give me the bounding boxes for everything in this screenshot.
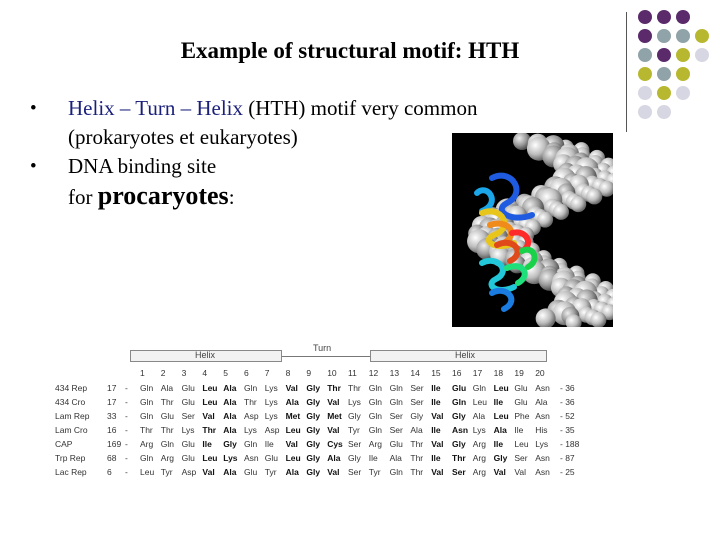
decor-dot [657, 29, 671, 43]
residue: Gln [368, 425, 383, 435]
position-number: 9 [306, 368, 312, 378]
residue: Thr [140, 425, 153, 435]
residue: Glu [264, 453, 279, 463]
residue: Asn [535, 383, 550, 393]
residue: Leu [493, 383, 509, 393]
decor-dot [638, 10, 652, 24]
residue: Thr [202, 425, 217, 435]
residue: Val [327, 425, 340, 435]
residue: Phe [514, 411, 530, 421]
residue: Asn [535, 467, 550, 477]
residue: Lys [181, 425, 195, 435]
separator: - [125, 453, 128, 463]
decor-dot [676, 67, 690, 81]
residue: Glu [514, 397, 528, 407]
residue: Ala [535, 397, 548, 407]
residue: Gly [306, 397, 321, 407]
residue: Ser [410, 383, 424, 393]
residue: Ile [368, 453, 378, 463]
residue: Ile [493, 397, 504, 407]
decor-dot [638, 86, 652, 100]
residue: Gly [452, 411, 466, 421]
residue: Gln [160, 439, 175, 449]
start-residue: 17 [107, 397, 117, 407]
position-number: 10 [327, 368, 337, 378]
protein-name: Lac Rep [55, 467, 87, 477]
residue: Asp [264, 425, 280, 435]
residue: Gln [368, 397, 383, 407]
decor-dot [695, 29, 709, 43]
residue: Val [431, 411, 444, 421]
decor-dot [676, 10, 690, 24]
residue: Glu [181, 383, 195, 393]
residue: Ile [514, 425, 524, 435]
bullet-continuation-suffix: : [228, 185, 235, 209]
dna-atom [586, 188, 602, 204]
residue: Asn [535, 453, 550, 463]
residue: Lys [223, 453, 238, 463]
residue: Ile [431, 383, 441, 393]
residue: Leu [202, 397, 218, 407]
turn-label: Turn [313, 343, 332, 353]
residue: Ala [493, 425, 507, 435]
decor-dot [657, 105, 671, 119]
residue: Gly [348, 453, 361, 463]
residue: Gln [140, 383, 154, 393]
residue: Arg [472, 467, 487, 477]
decor-dot [657, 48, 671, 62]
residue: Leu [285, 425, 301, 435]
residue: Gln [389, 383, 403, 393]
protein-name: CAP [55, 439, 73, 449]
bullet-highlight: Helix – Turn – Helix [68, 96, 244, 120]
end-residue: - 52 [560, 411, 575, 421]
position-number: 11 [348, 368, 357, 378]
residue: Glu [181, 397, 195, 407]
residue: Gln [472, 383, 487, 393]
protein-dna-image [452, 133, 613, 327]
position-number: 3 [181, 368, 187, 378]
residue: Ala [223, 467, 237, 477]
decor-dot [695, 48, 709, 62]
residue: Ser [410, 397, 424, 407]
decor-dot [657, 10, 671, 24]
residue: Asn [535, 411, 550, 421]
residue: Ser [389, 425, 403, 435]
decor-dot [657, 67, 671, 81]
position-number: 19 [514, 368, 524, 378]
bullet-dot: • [30, 98, 37, 119]
residue: Gln [389, 397, 403, 407]
residue: Glu [452, 383, 467, 393]
residue: Ala [410, 425, 423, 435]
residue: Thr [348, 383, 361, 393]
position-number: 15 [431, 368, 441, 378]
residue: Ser [389, 411, 403, 421]
position-number: 17 [472, 368, 483, 378]
residue: Gly [493, 453, 508, 463]
decor-dot [676, 48, 690, 62]
protein-name: Lam Cro [55, 425, 88, 435]
residue: Ser [452, 467, 466, 477]
residue: Gly [306, 467, 321, 477]
decor-dot [638, 105, 652, 119]
residue: Gly [306, 439, 321, 449]
end-residue: - 87 [560, 453, 575, 463]
residue: Arg [160, 453, 175, 463]
residue: Met [327, 411, 342, 421]
residue: Lys [264, 383, 278, 393]
residue: Ser [181, 411, 195, 421]
residue: Gly [306, 383, 321, 393]
dna-atom [570, 196, 586, 212]
residue: Ser [514, 453, 528, 463]
residue: Gly [306, 453, 321, 463]
residue: Tyr [264, 467, 277, 477]
residue: Glu [160, 411, 175, 421]
residue: Leu [472, 397, 487, 407]
residue: Gln [389, 467, 403, 477]
residue: Asp [244, 411, 259, 421]
decor-dot [638, 67, 652, 81]
helix1-label: Helix [195, 350, 216, 360]
position-number: 16 [452, 368, 462, 378]
residue: Glu [181, 453, 195, 463]
residue: Ser [348, 467, 362, 477]
residue: Gly [452, 439, 466, 449]
residue: Arg [472, 439, 487, 449]
residue: Lys [348, 397, 361, 407]
position-number: 7 [264, 368, 270, 378]
residue: Asn [244, 453, 259, 463]
residue: Gln [452, 397, 467, 407]
residue: Leu [202, 453, 218, 463]
decor-dot-grid [638, 10, 718, 130]
residue: Ala [285, 467, 299, 477]
separator: - [125, 383, 128, 393]
residue: Ala [223, 383, 237, 393]
start-residue: 6 [107, 467, 112, 477]
residue: Leu [285, 453, 301, 463]
residue: Ala [389, 453, 402, 463]
slide-title: Example of structural motif: HTH [180, 38, 520, 63]
residue: Ile [493, 439, 504, 449]
bullet-continuation-prefix: for [68, 185, 98, 209]
residue: Val [327, 467, 340, 477]
position-number: 2 [160, 368, 166, 378]
residue: Ile [264, 439, 274, 449]
position-number: 14 [410, 368, 420, 378]
decor-dot [638, 48, 652, 62]
residue: Ile [431, 425, 441, 435]
residue: Gln [140, 397, 154, 407]
decor-divider [626, 12, 627, 132]
residue: Lys [244, 425, 257, 435]
residue: Gln [140, 411, 154, 421]
residue: Val [202, 411, 215, 421]
residue: Thr [410, 439, 424, 449]
bullet-text: (HTH) motif very common [243, 96, 478, 120]
residue: Gln [368, 411, 383, 421]
residue: Thr [160, 397, 174, 407]
start-residue: 17 [107, 383, 117, 393]
residue: Thr [410, 467, 424, 477]
residue: Gln [140, 453, 154, 463]
residue: Asp [181, 467, 197, 477]
residue: Glu [389, 439, 403, 449]
dna-atom [553, 204, 569, 220]
start-residue: 33 [107, 411, 117, 421]
residue: Ala [223, 397, 237, 407]
residue: Thr [410, 453, 424, 463]
hth-sequence-alignment [55, 338, 600, 478]
residue: Glu [514, 383, 528, 393]
residue: Gly [410, 411, 424, 421]
end-residue: - 25 [560, 467, 575, 477]
residue: Thr [327, 383, 341, 393]
residue: Ser [348, 439, 362, 449]
protein-dna-figure [452, 133, 613, 327]
dna-double-helix [467, 133, 613, 327]
start-residue: 16 [107, 425, 117, 435]
residue: Lys [535, 439, 549, 449]
residue: Gly [223, 439, 237, 449]
residue: Thr [160, 425, 174, 435]
residue: Ala [327, 453, 341, 463]
residue: Met [285, 411, 301, 421]
residue: Arg [368, 439, 383, 449]
residue: Ala [472, 411, 486, 421]
position-number: 8 [285, 368, 291, 378]
residue: Ala [223, 425, 237, 435]
end-residue: - 36 [560, 383, 575, 393]
position-number: 4 [202, 368, 208, 378]
residue: Ile [431, 453, 441, 463]
protein-name: Trp Rep [55, 453, 86, 463]
residue: Val [327, 397, 340, 407]
residue: Tyr [160, 467, 173, 477]
separator: - [125, 411, 128, 421]
position-number: 6 [244, 368, 249, 378]
residue: Val [493, 467, 506, 477]
residue: Ala [223, 411, 237, 421]
residue: Lys [264, 397, 278, 407]
separator: - [125, 439, 128, 449]
residue: Ile [431, 397, 441, 407]
decor-dot [657, 86, 671, 100]
position-number: 18 [493, 368, 504, 378]
residue: Gly [348, 411, 361, 421]
residue: Leu [140, 467, 155, 477]
residue: Asn [452, 425, 469, 435]
residue: Lys [472, 425, 486, 435]
residue: Thr [452, 453, 466, 463]
protein-name: 434 Cro [55, 397, 86, 407]
bullet-continuation-big: procaryotes [97, 181, 229, 210]
residue: Ala [160, 383, 174, 393]
residue: Val [431, 467, 444, 477]
residue: Gly [306, 411, 321, 421]
end-residue: - 36 [560, 397, 575, 407]
residue: His [535, 425, 548, 435]
separator: - [125, 397, 128, 407]
position-number: 13 [389, 368, 400, 378]
bullet-continuation: (prokaryotes et eukaryotes) [68, 125, 298, 149]
residue: Leu [493, 411, 509, 421]
residue: Val [202, 467, 215, 477]
bullet-text: DNA binding site [68, 154, 217, 178]
start-residue: 169 [107, 439, 122, 449]
separator: - [125, 467, 128, 477]
residue: Val [431, 439, 444, 449]
residue: Cys [327, 439, 343, 449]
residue: Ile [202, 439, 212, 449]
residue: Val [514, 467, 527, 477]
residue: Tyr [368, 467, 381, 477]
protein-name: Lam Rep [55, 411, 90, 421]
residue: Val [285, 383, 298, 393]
protein-name: 434 Rep [55, 383, 88, 393]
residue: Thr [244, 397, 257, 407]
position-number: 5 [223, 368, 228, 378]
residue: Val [285, 439, 298, 449]
residue: Glu [181, 439, 195, 449]
start-residue: 68 [107, 453, 117, 463]
decor-dot [676, 29, 690, 43]
decor-dot [638, 29, 652, 43]
residue: Ala [285, 397, 299, 407]
residue: Gln [244, 383, 258, 393]
position-number: 20 [535, 368, 545, 378]
residue: Gly [306, 425, 321, 435]
residue: Tyr [348, 425, 360, 435]
end-residue: - 188 [560, 439, 580, 449]
position-number: 1 [140, 368, 145, 378]
residue: Lys [264, 411, 278, 421]
residue: Leu [514, 439, 529, 449]
bullet-dot: • [30, 156, 37, 177]
decor-dot [676, 86, 690, 100]
residue: Leu [202, 383, 218, 393]
end-residue: - 35 [560, 425, 575, 435]
position-number: 12 [368, 368, 379, 378]
helix2-label: Helix [455, 350, 476, 360]
residue: Arg [472, 453, 487, 463]
residue: Arg [140, 439, 154, 449]
residue: Gln [244, 439, 258, 449]
residue: Glu [244, 467, 258, 477]
separator: - [125, 425, 128, 435]
residue: Gln [368, 383, 383, 393]
